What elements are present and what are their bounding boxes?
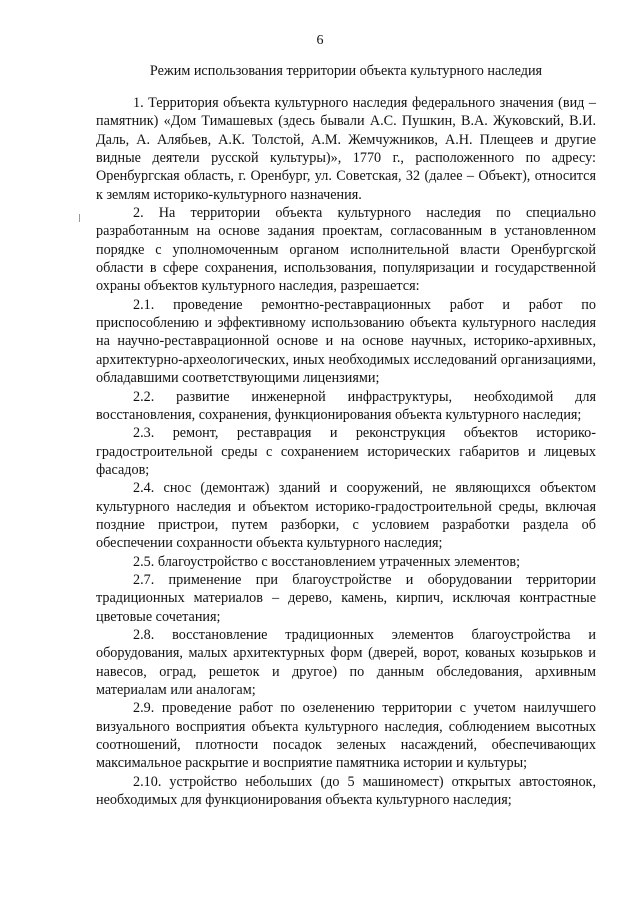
paragraph-2-2: 2.2. развитие инженерной инфраструктуры, необходимой для восстановления, сохранения, функционирования объекта культурного наследия; — [96, 388, 596, 423]
paragraph-2: 2. На территории объекта культурного наследия по специально разработанным на основе задания проектам, согласованным в установленном порядке с уполномоченным органом исполнительной власти Оренбургской области в сфере сохранения, использования, популяризации и государственной охраны объектов культурного наследия, разрешается: — [96, 205, 596, 295]
paragraph-1: 1. Территория объекта культурного наследия федерального значения (вид – памятник) «Дом Тимашевых (здесь бывали А.С. Пушкин, В.А. Жуковский, В.И. Даль, А. Алябьев, А.К. Толстой, А.М. Жемчужников, А.Н. Плещеев и другие видные деятели русской культуры)», 1770 г., расположенного по адресу: Оренбургская область, г. Оренбург, ул. Советская, 32 (далее – Объект), относится к землям историко-культурного назначения. — [96, 95, 596, 203]
scan-artifact — [79, 214, 80, 222]
paragraph-2-3: 2.3. ремонт, реставрация и реконструкция объектов историко-градостроительной среды с сохранением исторических габаритов и лицевых фасадов; — [96, 425, 596, 478]
paragraph-2-1: 2.1. проведение ремонтно-реставрационных работ и работ по приспособлению и эффективному использованию объекта культурного наследия на научно-реставрационной основе и на основе научных, историко-архивных, архитектурно-археологических, иных необходимых исследований организациями, обладавшими соответствующими лицензиями; — [96, 296, 596, 387]
paragraph-2-8: 2.8. восстановление традиционных элементов благоустройства и оборудования, малых архитектурных форм (дверей, ворот, кованых козырьков и навесов, оград, решеток и другое) по данным обследования, архивным материалам или аналогам; — [96, 626, 596, 698]
paragraph-2-5: 2.5. благоустройство с восстановлением утраченных элементов; — [133, 553, 521, 570]
paragraph-2-9: 2.9. проведение работ по озеленению территории с учетом наилучшего визуального восприятия объекта культурного наследия, соблюдением высотных соотношений, плотности посадок зеленых насаждений, обеспечивающих максимальное раскрытие и восприятие памятника истории и культуры; — [96, 700, 596, 772]
document-title: Режим использования территории объекта культурного наследия — [149, 63, 543, 79]
paragraph-2-10: 2.10. устройство небольших (до 5 машиномест) открытых автостоянок, необходимых для функционирования объекта культурного наследия; — [96, 773, 596, 809]
paragraph-2-7: 2.7. применение при благоустройстве и оборудовании территории традиционных материалов – дерево, камень, кирпич, исключая контрастные цветовые сочетания; — [96, 571, 596, 625]
document-body — [96, 94, 596, 809]
paragraph-2-4: 2.4. снос (демонтаж) зданий и сооружений, не являющихся объектом культурного наследия и объектом историко-градостроительной среды, включая поздние пристрои, путем разборки, с условием разработки раздела об обеспечении сохранности объекта культурного наследия; — [96, 480, 596, 552]
page-number: 6 — [316, 33, 324, 48]
